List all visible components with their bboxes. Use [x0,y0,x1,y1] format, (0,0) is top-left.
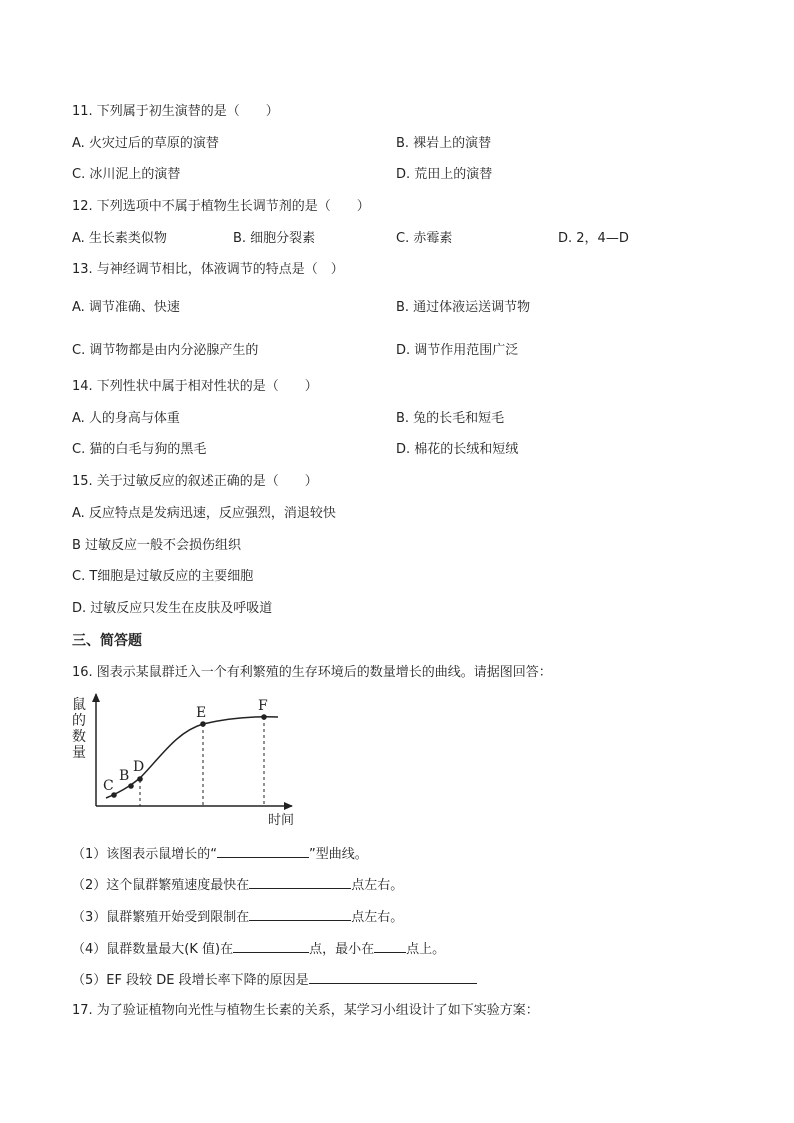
q13-option-c: C. 调节物都是由内分泌腺产生的 [72,343,259,358]
q12-option-a: A. 生长素类似物 [72,231,167,246]
q12-option-c: C. 赤霉素 [396,231,453,246]
point-f [261,714,267,720]
point-e [200,721,206,727]
point-c-label: C [103,778,114,794]
q11-option-a: A. 火灾过后的草原的演替 [72,136,219,151]
q12-stem: 12. 下列选项中不属于植物生长调节剂的是（ ） [72,199,370,214]
population-growth-diagram [68,688,298,830]
q14-option-d: D. 棉花的长绒和短绒 [396,442,519,457]
q16-sub2: （2）这个鼠群繁殖速度最快在 点左右。 [72,875,403,895]
y-label-3: 数 [72,729,86,745]
q11-option-d: D. 荒田上的演替 [396,167,493,182]
point-e-label: E [196,705,207,721]
q17-stem: 17. 为了验证植物向光性与植物生长素的关系，某学习小组设计了如下实验方案： [72,1003,539,1018]
answer-blank-6[interactable] [309,970,477,984]
q14-stem: 14. 下列性状中属于相对性状的是（ ） [72,379,318,394]
answer-blank-2[interactable] [249,875,351,889]
y-label-4: 量 [72,745,86,761]
q11-option-b: B. 裸岩上的演替 [396,136,492,151]
q13-option-a: A. 调节准确、快速 [72,300,180,315]
y-label-1: 鼠 [72,697,86,713]
q14-option-a: A. 人的身高与体重 [72,411,180,426]
answer-blank-4[interactable] [233,939,309,953]
q12-option-b: B. 细胞分裂素 [233,231,316,246]
q16-sub4: （4）鼠群数量最大(K 值)在 点，最小在 点上。 [72,939,445,959]
q13-option-b: B. 通过体液运送调节物 [396,300,531,315]
answer-blank-1[interactable] [217,844,309,858]
q14-option-c: C. 猫的白毛与狗的黑毛 [72,442,207,457]
q15-option-c: C. T细胞是过敏反应的主要细胞 [72,569,254,584]
point-f-label: F [258,698,268,714]
y-label-2: 的 [72,713,86,729]
q11-option-c: C. 冰川泥上的演替 [72,167,181,182]
point-d [137,776,143,782]
q14-option-b: B. 兔的长毛和短毛 [396,411,505,426]
point-d-label: D [133,759,145,775]
q16-sub1: （1）该图表示鼠增长的“ ”型曲线。 [72,844,368,864]
q16-stem: 16. 图表示某鼠群迁入一个有利繁殖的生存环境后的数量增长的曲线。请据图回答： [72,665,552,680]
q15-stem: 15. 关于过敏反应的叙述正确的是（ ） [72,474,318,489]
q13-stem: 13. 与神经调节相比，体液调节的特点是（ ） [72,262,344,277]
q11-stem: 11. 下列属于初生演替的是（ ） [72,104,279,119]
q13-option-d: D. 调节作用范围广泛 [396,343,519,358]
q15-option-b: B 过敏反应一般不会损伤组织 [72,538,242,553]
x-axis-label: 时间 [268,813,295,828]
answer-blank-5[interactable] [374,939,406,953]
q15-option-a: A. 反应特点是发病迅速，反应强烈，消退较快 [72,506,336,521]
answer-blank-3[interactable] [249,907,351,921]
q16-sub3: （3）鼠群繁殖开始受到限制在 点左右。 [72,907,403,927]
q15-option-d: D. 过敏反应只发生在皮肤及呼吸道 [72,601,273,616]
q16-sub5: （5）EF 段较 DE 段增长率下降的原因是 [72,970,477,990]
q12-option-d: D. 2，4—D [558,231,629,246]
point-b-label: B [119,768,130,784]
section-heading: 三、简答题 [72,633,142,649]
point-b [128,783,134,789]
